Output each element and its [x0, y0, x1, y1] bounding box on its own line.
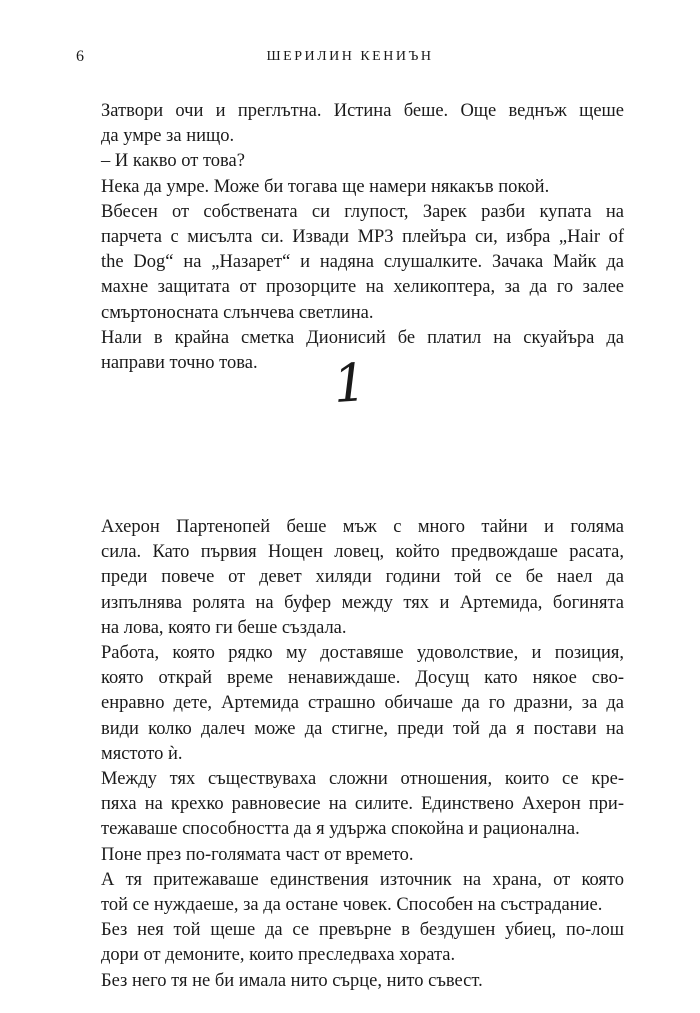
- text-line: смъртоносната слънчева светлина.: [101, 302, 374, 323]
- paragraph: [76, 969, 624, 994]
- text-section-1: [76, 99, 624, 376]
- text-line: парчета с мисълта си. Извади МР3 плейъра си, избра „Hair of: [101, 227, 624, 248]
- paragraph: [76, 149, 624, 174]
- text-line: изпълнява ролята на буфер между тях и Артемида, богинята: [101, 592, 624, 613]
- text-line: Ахерон Партенопей беше мъж с много тайни и голяма: [101, 517, 624, 537]
- paragraph: [76, 641, 624, 767]
- running-head: ШЕРИЛИН КЕНИЪН: [266, 49, 434, 64]
- paragraph: [76, 868, 624, 918]
- text-line: тежаваше способността да я удържа спокойна и рационална.: [101, 819, 580, 840]
- chapter-number: 1: [331, 352, 369, 416]
- text-line: Без нея той щеше да се превърне в бездушен убиец, по-лош: [101, 920, 624, 941]
- text-line: мястото ѝ.: [101, 743, 183, 764]
- paragraph: [76, 515, 624, 641]
- text-line: А тя притежаваше единствения източник на храна, от която: [101, 869, 624, 890]
- paragraph: [76, 843, 624, 868]
- text-line: енравно дете, Артемида страшно обичаше да го дразни, за да: [101, 693, 624, 714]
- text-line: на лова, която ги беше създала.: [101, 617, 347, 638]
- text-line: той се нуждаеше, за да остане човек. Способен на състрадание.: [101, 895, 603, 916]
- text-line: преди повече от девет хиляди години той се бе наел да: [101, 567, 624, 588]
- text-line: Нека да умре. Може би тогава ще намери някакъв покой.: [101, 176, 550, 197]
- text-line: Работа, която рядко му доставяше удоволствие, и позиция,: [101, 643, 624, 664]
- text-line: която открай време ненавиждаше. Досущ като някое сво-: [101, 668, 624, 689]
- text-line: пяха на крехко равновесие на силите. Единствено Ахерон при-: [101, 794, 624, 815]
- text-line: сила. Като първия Нощен ловец, който предвождаше расата,: [101, 542, 624, 563]
- text-line: дори от демоните, които преследваха хората.: [101, 945, 456, 966]
- text-line: Вбесен от собствената си глупост, Зарек разби купата на: [101, 201, 624, 222]
- paragraph: [76, 175, 624, 200]
- text-line: Поне през по-голямата част от времето.: [101, 844, 414, 865]
- text-section-2: [76, 515, 624, 994]
- text-line: the Dog“ на „Назарет“ и надяна слушалките. Зачака Майк да: [101, 252, 624, 273]
- text-line: Нали в крайна сметка Дионисий бе платил на скуайъра да: [101, 327, 624, 348]
- paragraph: [76, 99, 624, 149]
- text-line: Между тях съществуваха сложни отношения, които се кре-: [101, 769, 624, 790]
- page-number: 6: [76, 48, 84, 65]
- text-line: Без него тя не би имала нито сърце, нито съвест.: [101, 970, 483, 991]
- text-line: махне защитата от прозорците на хеликоптера, за да го залее: [101, 277, 624, 298]
- paragraph: [76, 200, 624, 326]
- text-line: види колко далеч може да стигне, преди той да я постави на: [101, 718, 624, 739]
- text-line: направи точно това.: [101, 353, 258, 374]
- text-line: да умре за нищо.: [101, 126, 235, 147]
- paragraph: [76, 918, 624, 968]
- text-line: Затвори очи и преглътна. Истина беше. Още веднъж щеше: [101, 101, 624, 121]
- text-line: – И какво от това?: [101, 151, 245, 172]
- paragraph: [76, 767, 624, 843]
